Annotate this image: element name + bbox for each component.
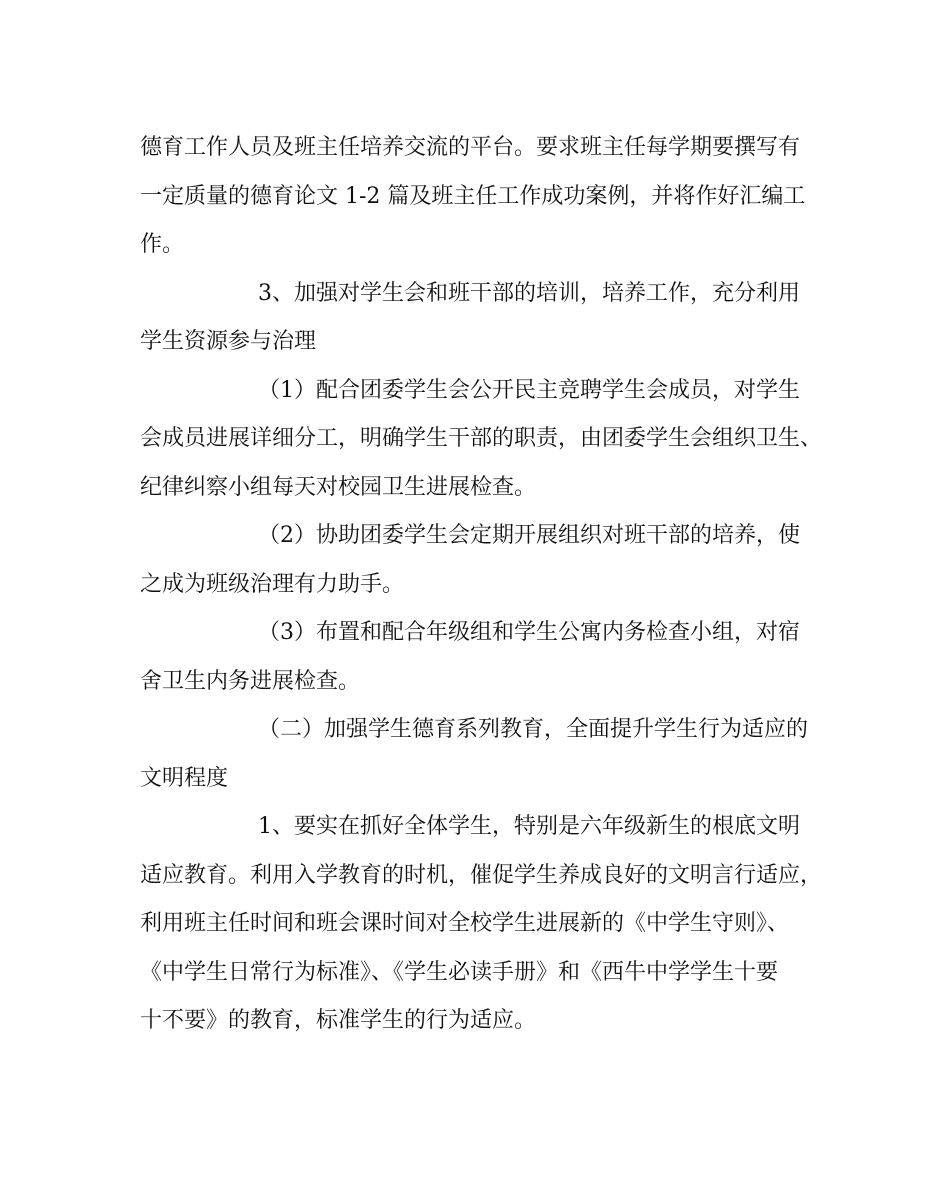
text-line: 纪律纠察小组每天对校园卫生进展检查。 [140, 474, 537, 500]
list-item: 1、要实在抓好全体学生，特别是六年级新生的根底文明 [258, 814, 800, 839]
text-line: 十不要》的教育，标准学生的行为适应。 [140, 1008, 537, 1033]
text-line: 文明程度 [140, 765, 229, 791]
list-item: （2）协助团委学生会定期开展组织对班干部的培养，使 [258, 523, 800, 548]
text-line: 德育工作人员及班主任培养交流的平台。要求班主任每学期要撰写有 [140, 135, 801, 160]
section-heading: 3、加强对学生会和班干部的培训，培养工作，充分利用 [258, 280, 800, 306]
list-item: （1）配合团委学生会公开民主竞聘学生会成员，对学生 [258, 377, 800, 403]
text-line: 《中学生日常行为标准》、《学生必读手册》和《西牛中学学生十要 [140, 959, 779, 985]
text-line: 会成员进展详细分工，明确学生干部的职责，由团委学生会组织卫生、 [140, 426, 823, 451]
text-line: 之成为班级治理有力助手。 [140, 571, 405, 597]
text-line: 舍卫生内务进展检查。 [140, 668, 361, 694]
text-line: 学生资源参与治理 [140, 329, 317, 354]
text-line: 作。 [140, 232, 185, 257]
list-item: （3）布置和配合年级组和学生公寓内务检查小组，对宿 [258, 620, 800, 645]
document-body [140, 124, 840, 1046]
text-line: 利用班主任时间和班会课时间对全校学生进展新的《中学生守则》、 [140, 911, 790, 936]
text-line: 一定质量的德育论文 1-2 篇及班主任工作成功案例，并将作好汇编工 [140, 183, 806, 209]
section-heading: （二）加强学生德育系列教育，全面提升学生行为适应的 [258, 717, 809, 742]
text-line: 适应教育。利用入学教育的时机，催促学生养成良好的文明言行适应， [140, 862, 823, 888]
